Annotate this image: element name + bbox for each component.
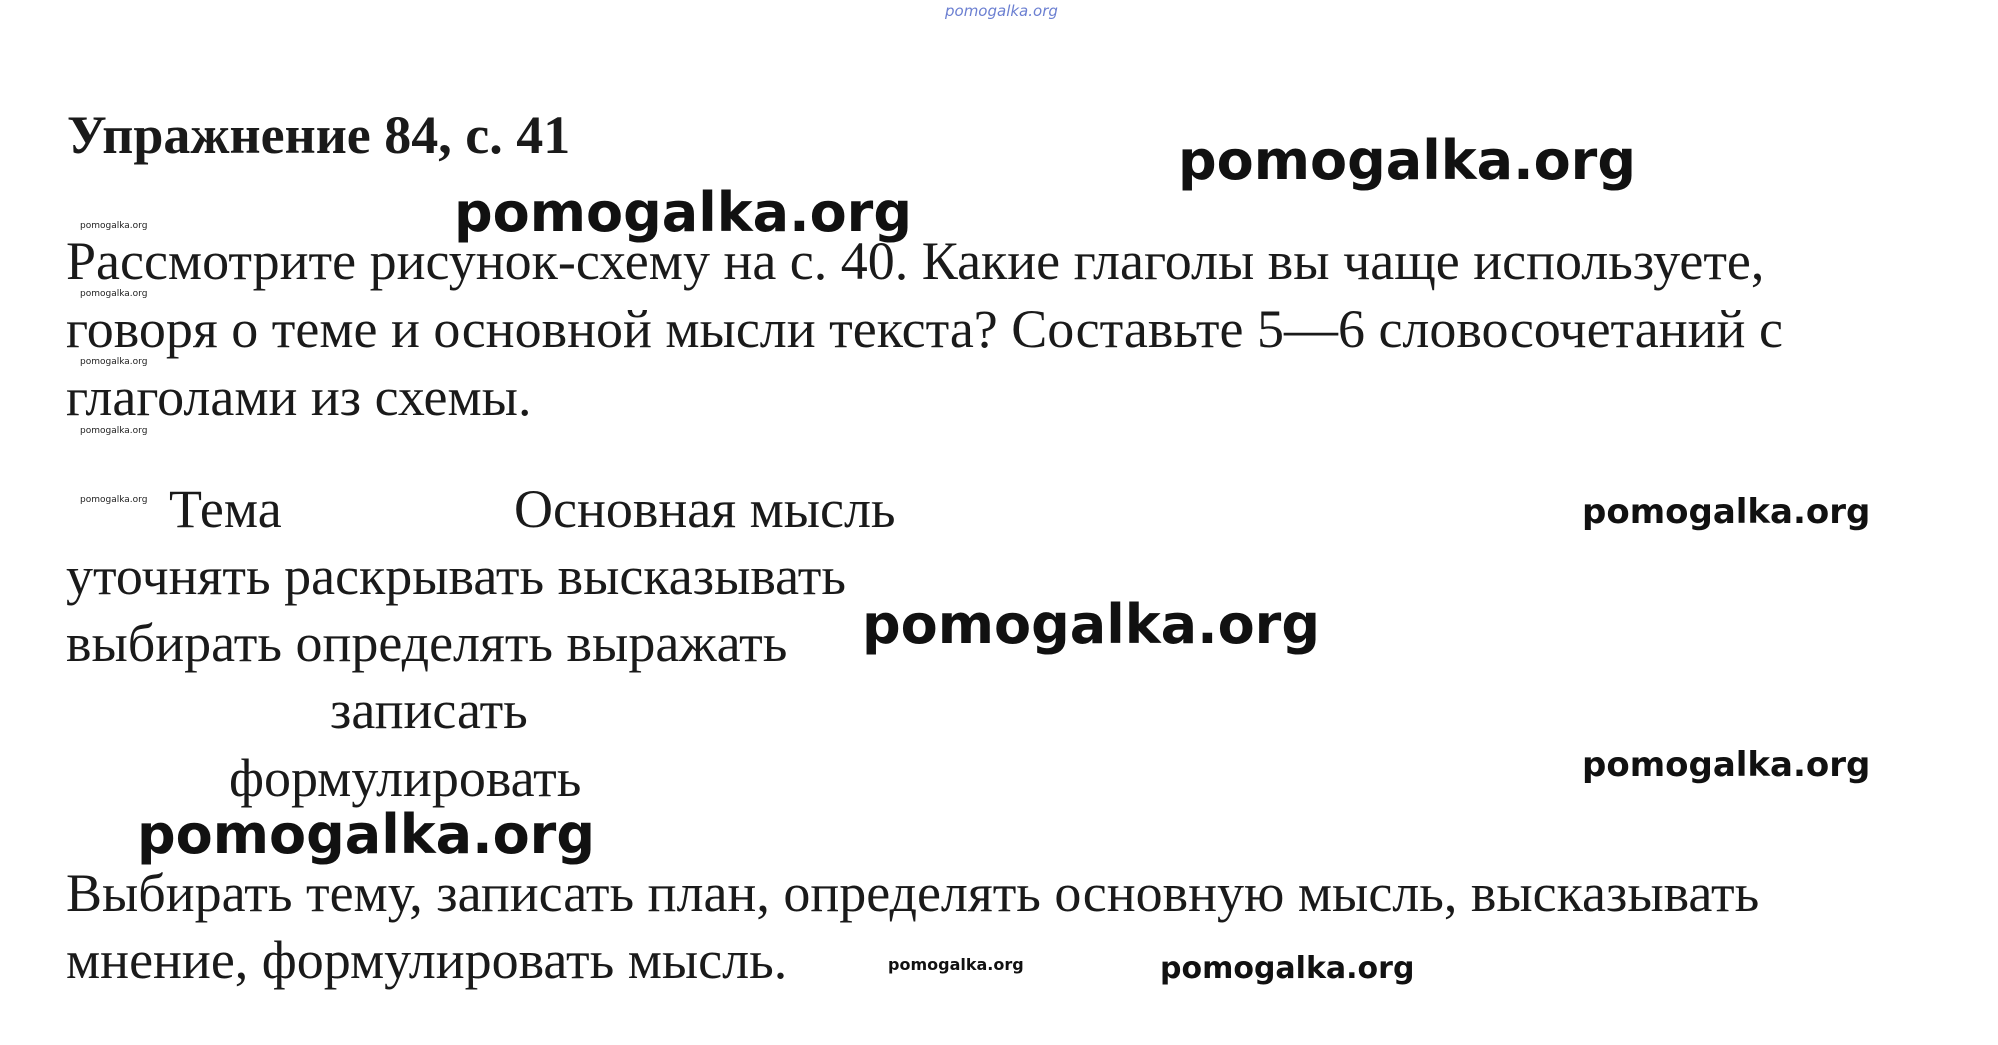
scheme-row-1: уточнять раскрывать высказывать <box>66 546 846 606</box>
watermark-large-2: pomogalka.org <box>454 181 912 244</box>
watermark-tiny-5: pomogalka.org <box>80 495 148 505</box>
scheme-topic-heading: Тема <box>169 479 282 539</box>
watermark-tiny-2: pomogalka.org <box>80 289 148 299</box>
watermark-small-1: pomogalka.org <box>888 955 1024 974</box>
task-line-3: глаголами из схемы. <box>66 367 532 427</box>
watermark-large-3: pomogalka.org <box>862 593 1320 656</box>
watermark-medium-3: pomogalka.org <box>1160 951 1415 986</box>
watermark-top: pomogalka.org <box>945 2 1058 20</box>
task-line-2: говоря о теме и основной мысли текста? Составьте 5—6 словосочетаний с <box>66 299 1783 359</box>
scheme-main-idea-heading: Основная мысль <box>514 479 896 539</box>
answer-line-1: Выбирать тему, записать план, определять основную мысль, высказывать <box>66 863 1760 923</box>
watermark-tiny-3: pomogalka.org <box>80 357 148 367</box>
scheme-row-4: формулировать <box>229 748 582 808</box>
watermark-tiny-4: pomogalka.org <box>80 426 148 436</box>
exercise-title: Упражнение 84, с. 41 <box>67 105 571 165</box>
scheme-row-2: выбирать определять выражать <box>66 613 788 673</box>
task-line-1: Рассмотрите рисунок-схему на с. 40. Какие глаголы вы чаще используете, <box>66 231 1765 291</box>
watermark-large-4: pomogalka.org <box>137 803 595 866</box>
watermark-tiny-1: pomogalka.org <box>80 221 148 231</box>
watermark-medium-2: pomogalka.org <box>1582 745 1871 785</box>
answer-line-2: мнение, формулировать мысль. <box>66 930 788 990</box>
scheme-row-3: записать <box>330 680 528 740</box>
watermark-medium-1: pomogalka.org <box>1582 492 1871 532</box>
watermark-large-1: pomogalka.org <box>1178 129 1636 192</box>
